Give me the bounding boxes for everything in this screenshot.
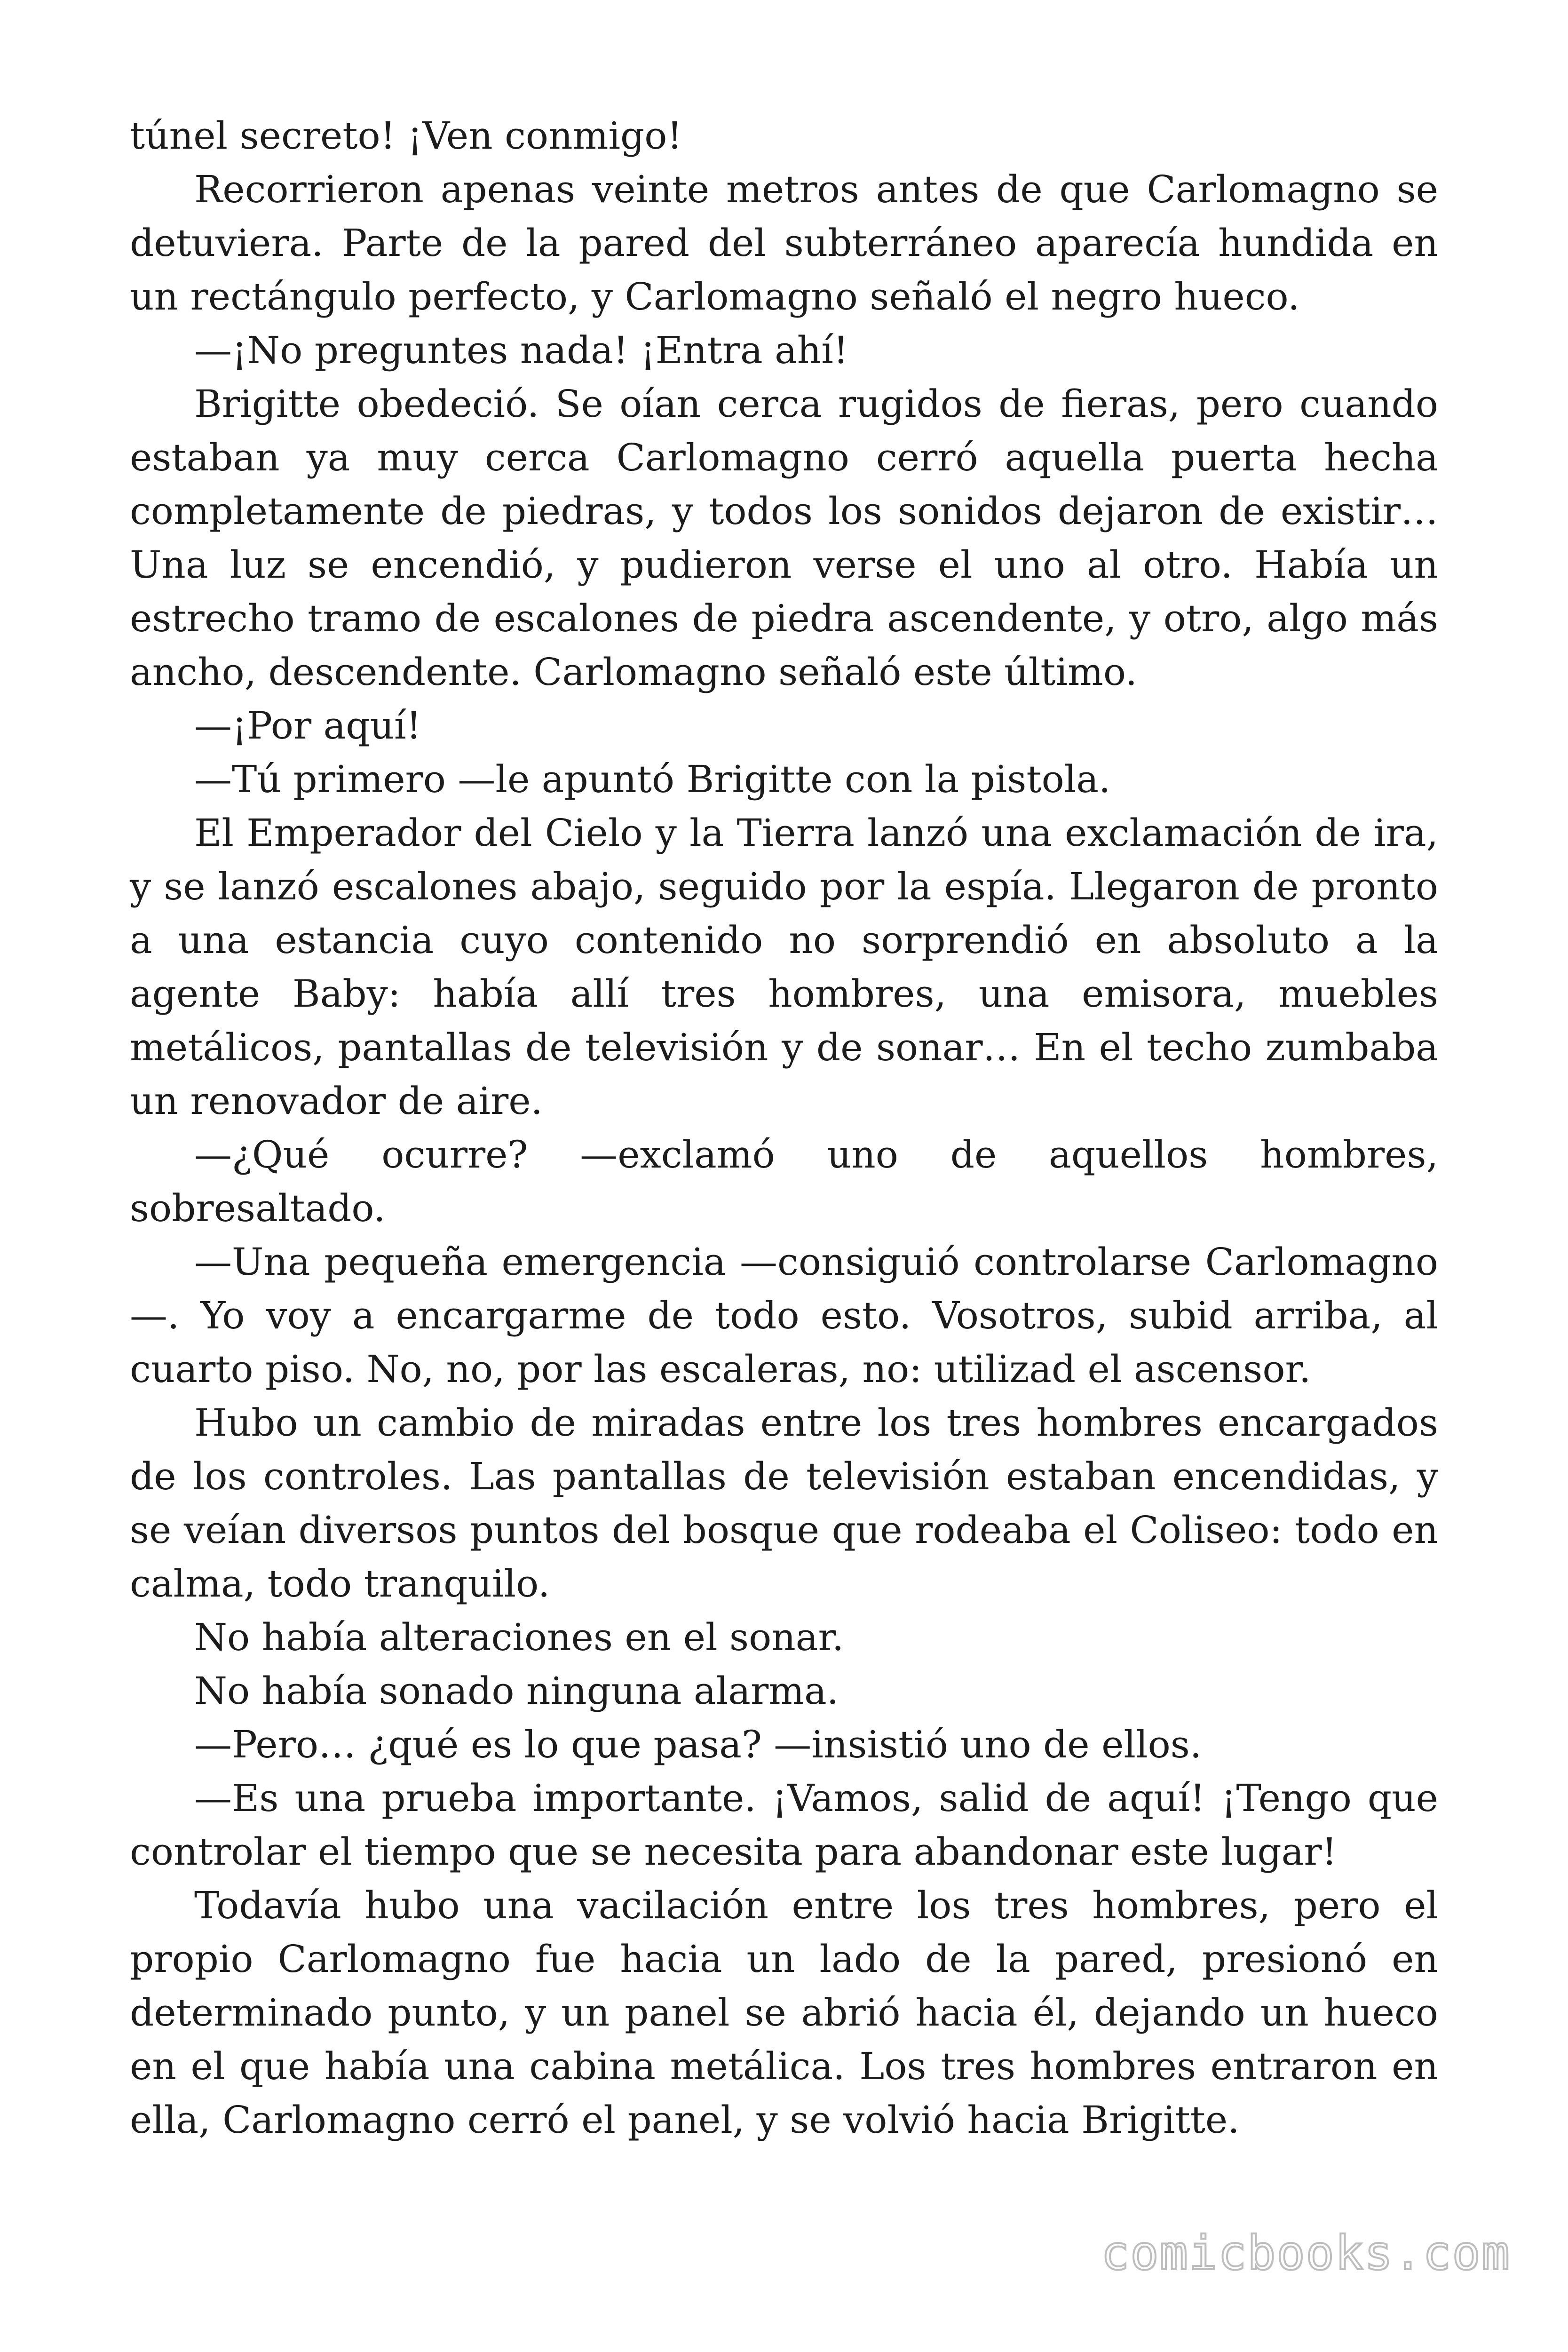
paragraph: —¡No preguntes nada! ¡Entra ahí!: [194, 328, 849, 372]
paragraph: Recorrieron apenas veinte metros antes de que Carlomagno se detuviera. Parte de la pared del subterráneo aparecía hundida en un rectángulo perfecto, y Carlomagno señaló el negro hueco.: [130, 167, 1438, 318]
paragraph: —Pero… ¿qué es lo que pasa? —insistió uno de ellos.: [194, 1723, 1202, 1766]
paragraph: —Es una prueba importante. ¡Vamos, salid de aquí! ¡Tengo que controlar el tiempo que se necesita para abandonar este lugar!: [130, 1776, 1438, 1874]
paragraph: Brigitte obedeció. Se oían cerca rugidos de fieras, pero cuando estaban ya muy cerca Carlomagno cerró aquella puerta hecha completamente de piedras, y todos los sonidos dejaron de existir… Una luz se encendió, y pudieron verse el uno al otro. Había un estrecho tramo de escalones de piedra ascendente, y otro, algo más ancho, descendente. Carlomagno señaló este último.: [130, 382, 1438, 694]
paragraph: —Una pequeña emergencia —consiguió controlarse Carlomagno —. Yo voy a encargarme de todo esto. Vosotros, subid arriba, al cuarto piso. No, no, por las escaleras, no: utilizad el ascensor.: [130, 1240, 1438, 1391]
paragraph: túnel secreto! ¡Ven conmigo!: [130, 114, 682, 158]
paragraph: —Tú primero —le apuntó Brigitte con la pistola.: [194, 757, 1111, 801]
paragraph: Todavía hubo una vacilación entre los tres hombres, pero el propio Carlomagno fue hacia un lado de la pared, presionó en determinado punto, y un panel se abrió hacia él, dejando un hueco en el que había una cabina metálica. Los tres hombres entraron en ella, Carlomagno cerró el panel, y se volvió hacia Brigitte.: [130, 1883, 1438, 2142]
paragraph: Hubo un cambio de miradas entre los tres hombres encargados de los controles. Las pantallas de televisión estaban encendidas, y se veían diversos puntos del bosque que rodeaba el Coliseo: todo en calma, todo tranquilo.: [130, 1401, 1438, 1605]
page-text: [130, 109, 1438, 2147]
watermark: comicbooks.com: [1101, 2225, 1511, 2280]
paragraph: No había sonado ninguna alarma.: [194, 1669, 839, 1713]
paragraph: El Emperador del Cielo y la Tierra lanzó una exclamación de ira, y se lanzó escalones abajo, seguido por la espía. Llegaron de pronto a una estancia cuyo contenido no sorprendió en absoluto a la agente Baby: había allí tres hombres, una emisora, muebles metálicos, pantallas de televisión y de sonar… En el techo zumbaba un renovador de aire.: [130, 811, 1438, 1123]
paragraph: No había alteraciones en el sonar.: [194, 1615, 844, 1659]
paragraph: —¿Qué ocurre? —exclamó uno de aquellos hombres, sobresaltado.: [130, 1133, 1438, 1230]
paragraph: —¡Por aquí!: [194, 704, 421, 747]
